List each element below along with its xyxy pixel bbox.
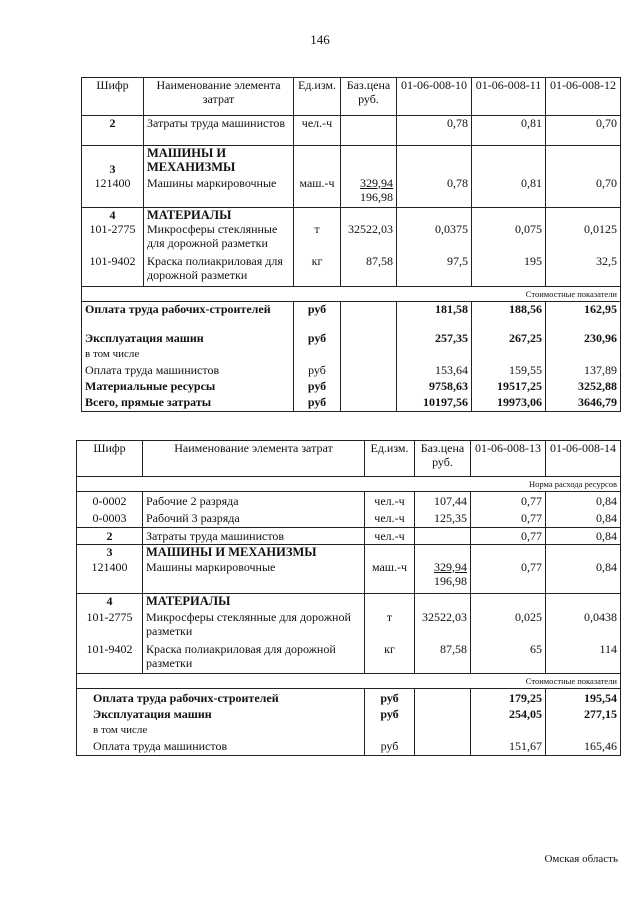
header-col-10: 01-06-008-10: [397, 78, 472, 116]
section-label-row: [77, 674, 621, 689]
total-value: 277,15: [546, 707, 621, 723]
row-unit: т: [365, 610, 415, 642]
header-col-14: 01-06-008-14: [546, 441, 621, 477]
table-row: [77, 594, 621, 610]
row-value: 0,0125: [546, 222, 621, 254]
total-value: 19517,25: [472, 379, 546, 395]
header-name: Наименование элемента затрат: [144, 78, 294, 116]
header-col-11: 01-06-008-11: [472, 78, 546, 116]
header-code: Шифр: [82, 78, 144, 116]
row-code: 4: [77, 594, 143, 610]
region-footer: Омская область: [544, 853, 618, 865]
row-price: [341, 116, 397, 146]
total-value: 10197,56: [397, 395, 472, 411]
totals-row: [82, 379, 621, 395]
cost-indicators-label: Стоимостные показатели: [77, 674, 621, 689]
row-unit: кг: [365, 642, 415, 674]
total-value: 9758,63: [397, 379, 472, 395]
row-value: 195: [472, 254, 546, 286]
row-price: 32522,03: [415, 610, 471, 642]
total-name: Оплата труда рабочих-строителей: [82, 301, 294, 331]
table-header-row: [77, 441, 621, 477]
row-price: 125,35: [415, 510, 471, 528]
row-value: 0,77: [471, 492, 546, 510]
row-value: 0,84: [546, 492, 621, 510]
table-row: [77, 528, 621, 545]
table-row: [77, 492, 621, 510]
row-unit: маш.-ч: [365, 560, 415, 594]
row-value: 0,0438: [546, 610, 621, 642]
cost-indicators-label: Стоимостные показатели: [82, 286, 621, 301]
total-value: 165,46: [546, 739, 621, 756]
row-name: Краска полиакриловая для дорожной разметки: [144, 254, 294, 286]
row-code: 2: [77, 528, 143, 545]
total-unit: руб: [365, 707, 415, 723]
totals-row: [77, 739, 621, 756]
row-value: 0,81: [472, 116, 546, 146]
row-code: 0-0002: [77, 492, 143, 510]
header-code: Шифр: [77, 441, 143, 477]
row-price: [341, 176, 397, 208]
table-row: [82, 208, 621, 223]
row-code: 4: [82, 208, 144, 223]
total-value: 3252,88: [546, 379, 621, 395]
row-name: Затраты труда машинистов: [143, 528, 365, 545]
section-label-row: [77, 477, 621, 492]
price-secondary: 196,98: [434, 573, 467, 588]
total-value: 195,54: [546, 689, 621, 707]
row-value: 0,84: [546, 528, 621, 545]
table-row: [82, 116, 621, 146]
row-price: [415, 528, 471, 545]
row-name: Машины маркировочные: [143, 560, 365, 594]
row-price: 107,44: [415, 492, 471, 510]
total-unit: руб: [365, 689, 415, 707]
total-unit: руб: [294, 395, 341, 411]
total-value: 179,25: [471, 689, 546, 707]
row-value: 0,84: [546, 510, 621, 528]
section-title: МАТЕРИАЛЫ: [143, 594, 365, 610]
total-name: Эксплуатация машин: [77, 707, 365, 723]
total-unit: руб: [294, 301, 341, 331]
row-name: Затраты труда машинистов: [144, 116, 294, 146]
row-price: 32522,03: [341, 222, 397, 254]
total-value: 254,05: [471, 707, 546, 723]
total-value: 181,58: [397, 301, 472, 331]
table-row: [82, 254, 621, 286]
totals-row: [82, 363, 621, 379]
row-value: 0,025: [471, 610, 546, 642]
row-value: 0,84: [546, 560, 621, 594]
row-value: 0,78: [397, 116, 472, 146]
table-row: [77, 642, 621, 674]
table-row: [82, 222, 621, 254]
row-unit: т: [294, 222, 341, 254]
total-name: Оплата труда машинистов: [77, 739, 365, 756]
header-base-price: Баз.цена руб.: [341, 78, 397, 116]
header-col-12: 01-06-008-12: [546, 78, 621, 116]
header-name: Наименование элемента затрат: [143, 441, 365, 477]
total-unit: руб: [294, 363, 341, 379]
table-row: [82, 146, 621, 176]
total-value: 151,67: [471, 739, 546, 756]
row-code: 101-2775: [77, 610, 143, 642]
totals-row: [77, 707, 621, 723]
header-unit: Ед.изм.: [365, 441, 415, 477]
row-value: 114: [546, 642, 621, 674]
row-name: Машины маркировочные: [144, 176, 294, 208]
totals-row: [82, 331, 621, 347]
row-value: 32,5: [546, 254, 621, 286]
total-value: 162,95: [546, 301, 621, 331]
total-name: Эксплуатация машин: [82, 331, 294, 347]
total-value: 230,96: [546, 331, 621, 347]
row-code: 0-0003: [77, 510, 143, 528]
total-value: 137,89: [546, 363, 621, 379]
total-value: 19973,06: [472, 395, 546, 411]
row-value: 0,0375: [397, 222, 472, 254]
table-row: [77, 545, 621, 560]
row-unit: чел.-ч: [294, 116, 341, 146]
row-price: 87,58: [415, 642, 471, 674]
price-secondary: 196,98: [360, 189, 393, 204]
row-name: Краска полиакриловая для дорожной разметки: [143, 642, 365, 674]
row-value: 65: [471, 642, 546, 674]
totals-row: [82, 301, 621, 331]
table-row: [77, 560, 621, 594]
row-code: 3: [82, 146, 144, 176]
total-note: в том числе: [82, 347, 294, 363]
row-code: 101-9402: [77, 642, 143, 674]
total-value: 267,25: [472, 331, 546, 347]
price-primary: 329,94: [360, 175, 393, 190]
header-unit: Ед.изм.: [294, 78, 341, 116]
table-header-row: [82, 78, 621, 116]
header-col-13: 01-06-008-13: [471, 441, 546, 477]
norm-label: Норма расхода ресурсов: [77, 477, 621, 492]
row-value: 0,77: [471, 528, 546, 545]
resource-table-1: [81, 77, 621, 412]
total-note: в том числе: [77, 723, 365, 739]
total-name: Всего, прямые затраты: [82, 395, 294, 411]
table-row: [77, 610, 621, 642]
row-unit: чел.-ч: [365, 492, 415, 510]
row-code: 2: [82, 116, 144, 146]
section-label-row: [82, 286, 621, 301]
row-price: [415, 560, 471, 594]
totals-row: [82, 395, 621, 411]
row-value: 0,70: [546, 116, 621, 146]
row-price: 87,58: [341, 254, 397, 286]
table-row: [77, 510, 621, 528]
row-unit: чел.-ч: [365, 510, 415, 528]
total-value: 188,56: [472, 301, 546, 331]
section-title: МАШИНЫ И МЕХАНИЗМЫ: [143, 545, 365, 560]
totals-row: [82, 347, 621, 363]
row-code: 101-2775: [82, 222, 144, 254]
row-value: 0,81: [472, 176, 546, 208]
total-name: Материальные ресурсы: [82, 379, 294, 395]
total-value: 159,55: [472, 363, 546, 379]
row-unit: маш.-ч: [294, 176, 341, 208]
row-value: 0,77: [471, 560, 546, 594]
row-value: 97,5: [397, 254, 472, 286]
page-number: 146: [310, 32, 330, 47]
row-value: 0,77: [471, 510, 546, 528]
total-value: 153,64: [397, 363, 472, 379]
total-name: Оплата труда машинистов: [82, 363, 294, 379]
total-unit: руб: [365, 739, 415, 756]
totals-row: [77, 723, 621, 739]
totals-row: [77, 689, 621, 707]
row-name: Рабочий 3 разряда: [143, 510, 365, 528]
total-value: 3646,79: [546, 395, 621, 411]
total-value: 257,35: [397, 331, 472, 347]
total-name: Оплата труда рабочих-строителей: [77, 689, 365, 707]
row-name: Рабочие 2 разряда: [143, 492, 365, 510]
row-value: 0,70: [546, 176, 621, 208]
table-row: [82, 176, 621, 208]
row-code: 121400: [82, 176, 144, 208]
price-primary: 329,94: [434, 559, 467, 574]
row-unit: чел.-ч: [365, 528, 415, 545]
section-title: МАТЕРИАЛЫ: [144, 208, 294, 223]
total-unit: руб: [294, 331, 341, 347]
total-unit: руб: [294, 379, 341, 395]
row-code: 3: [77, 545, 143, 560]
row-name: Микросферы стеклянные для дорожной разметки: [143, 610, 365, 642]
row-code: 101-9402: [82, 254, 144, 286]
row-value: 0,075: [472, 222, 546, 254]
row-code: 121400: [77, 560, 143, 594]
row-value: 0,78: [397, 176, 472, 208]
resource-table-2: [76, 440, 621, 756]
section-title: МАШИНЫ И МЕХАНИЗМЫ: [144, 146, 294, 176]
row-name: Микросферы стеклянные для дорожной разметки: [144, 222, 294, 254]
row-unit: кг: [294, 254, 341, 286]
header-base-price: Баз.цена руб.: [415, 441, 471, 477]
